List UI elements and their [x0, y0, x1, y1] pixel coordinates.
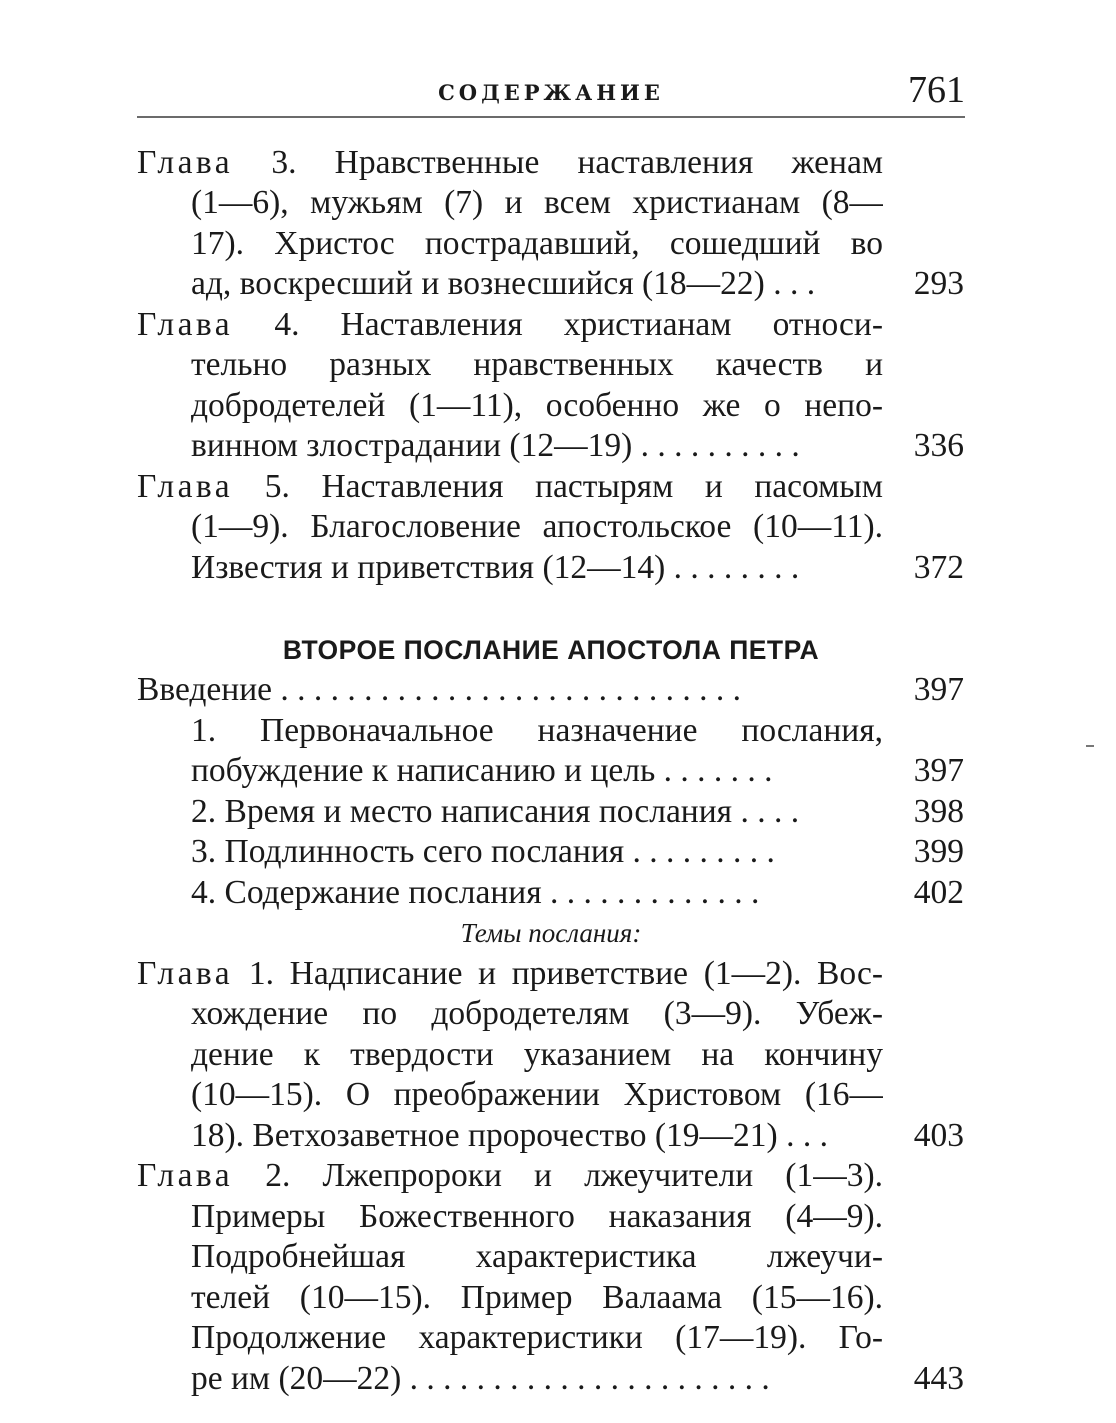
toc-chapter-1-line-3: дение к твердости указанием на кончину: [191, 1036, 883, 1073]
toc-page-ref: 372: [913, 549, 964, 586]
toc-intro-item-4: 4. Содержание послания . . . . . . . . . . . . .: [191, 874, 760, 911]
toc-chapter-2-line-4: телей (10—15). Пример Валаама (15—16).: [191, 1279, 883, 1316]
toc-introduction: Введение . . . . . . . . . . . . . . . . . . . . . . . . . . . .: [137, 671, 742, 708]
toc-chapter-1-line-1: [137, 954, 883, 994]
toc-chapter-1-line-5: 18). Ветхозаветное пророчество (19—21) . . .: [191, 1117, 828, 1154]
toc-chapter-3-line-3: 17). Христос пострадавший, сошедший во: [191, 225, 883, 262]
themes-subtitle: Темы послания:: [460, 918, 642, 948]
toc-chapter-4-line-4: винном злострадании (12—19) . . . . . . . . . .: [191, 427, 800, 464]
toc-intro-item-1-line-1: 1. Первоначальное назначение послания,: [191, 712, 883, 749]
chapter-label: Глава: [137, 468, 234, 505]
toc-chapter-4-line-3: добродетелей (1—11), особенно же о непо-: [191, 387, 883, 424]
toc-text: 1. Надписание и приветствие (1—2). Вос-: [248, 955, 883, 992]
toc-page-ref: 402: [913, 874, 964, 911]
toc-intro-item-3: 3. Подлинность сего послания . . . . . . . . .: [191, 833, 775, 870]
toc-text: 4. Наставления христианам относи-: [274, 306, 883, 343]
toc-chapter-3-line-2: (1—6), мужьям (7) и всем христианам (8—: [191, 184, 883, 221]
chapter-label: Глава: [137, 144, 234, 181]
page-margin-mark: [1086, 745, 1094, 747]
chapter-label: Глава: [137, 306, 234, 343]
running-title: СОДЕРЖАНИЕ: [438, 80, 664, 105]
toc-page-ref: 336: [913, 427, 964, 464]
chapter-label: Глава: [137, 1157, 234, 1194]
toc-chapter-2-line-6: ре им (20—22) . . . . . . . . . . . . . . . . . . . . . .: [191, 1360, 770, 1397]
toc-page-ref: 397: [913, 752, 964, 789]
toc-chapter-4-line-1: [137, 305, 883, 345]
toc-chapter-1-line-4: (10—15). О преображении Христовом (16—: [191, 1076, 883, 1113]
toc-chapter-2-line-2: Примеры Божественного наказания (4—9).: [191, 1198, 883, 1235]
toc-intro-item-1-line-2: побуждение к написанию и цель . . . . . . .: [191, 752, 773, 789]
toc-chapter-5-line-3: Известия и приветствия (12—14) . . . . . . . .: [191, 549, 800, 586]
toc-text: 3. Нравственные наставления женам: [271, 144, 883, 181]
toc-page-ref: 443: [913, 1360, 964, 1397]
toc-intro-item-2: 2. Время и место написания послания . . . .: [191, 793, 800, 830]
toc-chapter-3-line-1: [137, 143, 883, 183]
toc-text: 5. Наставления пастырям и пасомым: [264, 468, 883, 505]
toc-chapter-2-line-1: [137, 1156, 883, 1196]
toc-chapter-4-line-2: тельно разных нравственных качеств и: [191, 346, 883, 383]
running-header: [137, 62, 965, 118]
toc-chapter-2-line-3: Подробнейшая характеристика лжеучи-: [191, 1238, 883, 1275]
toc-chapter-3-line-4: ад, воскресший и вознесшийся (18—22) . . .: [191, 265, 816, 302]
page-number: 761: [908, 69, 965, 111]
toc-chapter-5-line-1: [137, 467, 883, 507]
toc-chapter-2-line-5: Продолжение характеристики (17—19). Го-: [191, 1319, 883, 1356]
toc-text: 2. Лжепророки и лжеучители (1—3).: [265, 1157, 883, 1194]
toc-page-ref: 403: [913, 1117, 964, 1154]
chapter-label: Глава: [137, 955, 234, 992]
section-title: ВТОРОЕ ПОСЛАНИЕ АПОСТОЛА ПЕТРА: [282, 635, 820, 665]
toc-page-ref: 399: [913, 833, 964, 870]
toc-page-ref: 293: [913, 265, 964, 302]
toc-page-ref: 397: [913, 671, 964, 708]
toc-page-ref: 398: [913, 793, 964, 830]
toc-chapter-5-line-2: (1—9). Благословение апостольское (10—11).: [191, 508, 883, 545]
toc-chapter-1-line-2: хождение по добродетелям (3—9). Убеж-: [191, 995, 883, 1032]
